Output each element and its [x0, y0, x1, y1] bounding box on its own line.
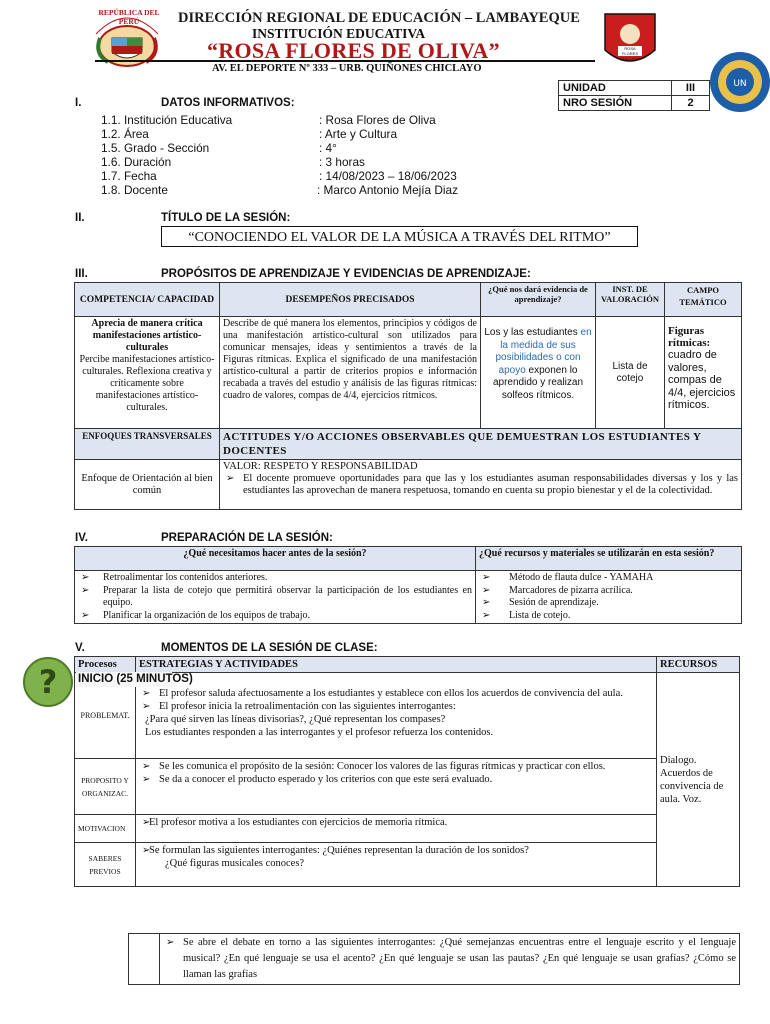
info-row [101, 155, 501, 169]
session-title-box: “CONOCIENDO EL VALOR DE LA MÚSICA A TRAVÉS DEL RITMO” [161, 226, 638, 247]
unidad-table [558, 80, 710, 111]
info-row [101, 183, 501, 197]
debate-item: ➢ Se abre el debate en torno a las siguientes interrogantes: ¿Qué semejanzas encuentras entre el lenguaje escrito y el lenguaje musical? ¿En qué lenguaje se usa el acento? ¿En qué lenguaje se usan las pautas? ¿En qué lenguaje se usan grafías? ¿Cómo se llaman las grafías [163, 935, 736, 983]
accion-list [223, 473, 738, 497]
col-estrategias: ESTRATEGIAS Y ACTIVIDADES [136, 657, 657, 673]
competencia-cell [75, 317, 220, 429]
debate-table [128, 933, 740, 985]
estrategia-cell [136, 673, 657, 759]
section3-num: III. [75, 268, 88, 280]
estrategia-extra: ¿Qué figuras musicales conoces? [165, 858, 305, 869]
col-instrumento: INST. DE VALORACIÓN [596, 283, 665, 317]
crest-caption: ROSA FLORES CHICLAYO [619, 46, 641, 61]
section1-num: I. [75, 97, 82, 109]
inicio-banner: INICIO (25 MINUTOS) [78, 673, 193, 685]
col-procesos: Procesos [75, 657, 136, 673]
unidad-label: UNIDAD [559, 81, 672, 96]
info-value: : Marco Antonio Mejía Diaz [317, 183, 458, 197]
recursos-cell: Dialogo. Acuerdos de convivencia de aula. Voz. [657, 673, 740, 887]
competencia-name: Aprecia de manera crítica manifestaciones artístico-culturales [91, 318, 203, 353]
campo-cell [665, 317, 742, 429]
estrategia-item: ➢ El profesor inicia la retroalimentación con las siguientes interrogantes: [139, 700, 653, 713]
section2-num: II. [75, 212, 85, 224]
col-evidencia: ¿Qué nos dará evidencia de aprendizaje? [481, 283, 596, 317]
evidencia-cell [481, 317, 596, 429]
before-cell [75, 571, 476, 624]
estrategia-list [139, 844, 653, 857]
valor-label: VALOR: RESPETO Y RESPONSABILIDAD [223, 461, 418, 472]
info-value: : 3 horas [319, 155, 365, 169]
estrategia-list [139, 816, 653, 829]
school-crest [601, 10, 659, 70]
campo-title: Figuras rítmicas: [668, 325, 711, 349]
enfoques-header: ENFOQUES TRANSVERSALES [75, 429, 220, 460]
proceso-label: SABERES PREVIOS [75, 843, 136, 887]
header-rule [95, 60, 595, 62]
question-icon [22, 656, 74, 708]
estrategia-item: ➢ El profesor saluda afectuosamente a los estudiantes y establece con ellos los acuerdos de convivencia del aula. [139, 687, 653, 700]
seal-caption: REPÚBLICA DEL PERÚ [98, 8, 160, 26]
col-desempenos: DESEMPEÑOS PRECISADOS [220, 283, 481, 317]
material-item: ➢ Lista de cotejo. [479, 610, 738, 623]
before-item: ➢ Planificar la organización de los equipos de trabajo. [78, 610, 472, 623]
info-row [101, 113, 501, 127]
section5-title: MOMENTOS DE LA SESIÓN DE CLASE: [161, 642, 378, 654]
sesion-value: 2 [672, 96, 710, 111]
evidencia-text-b: en la medida de sus posibilidades o con apoyo [495, 327, 592, 376]
estrategia-item: ➢ Se formulan las siguientes interrogantes: ¿Quiénes representan la duración de los sonidos? [139, 844, 653, 857]
info-value: : 4° [319, 141, 337, 155]
section2-title: TÍTULO DE LA SESIÓN: [161, 212, 291, 224]
sesion-label: NRO SESIÓN [559, 96, 672, 111]
section4-title: PREPARACIÓN DE LA SESIÓN: [161, 532, 333, 544]
campo-detail: cuadro de valores, compas de 4/4, ejercicios rítmicos. [668, 349, 736, 411]
valor-cell [220, 460, 742, 510]
material-item: ➢ Sesión de aprendizaje. [479, 597, 738, 610]
info-label: 1.5. Grado - Sección [101, 141, 210, 155]
debate-spacer [129, 934, 160, 985]
estrategia-item: ➢ El profesor motiva a los estudiantes con ejercicios de memoria rítmica. [139, 816, 653, 829]
momentos-table [74, 656, 740, 887]
col-recursos: RECURSOS [657, 657, 740, 673]
info-row [101, 127, 501, 141]
materials-list [479, 572, 738, 622]
info-label: 1.8. Docente [101, 183, 168, 197]
preparacion-table [74, 546, 742, 624]
info-value: : Arte y Cultura [319, 127, 398, 141]
unidad-value: III [672, 81, 710, 96]
header-line1: DIRECCIÓN REGIONAL DE EDUCACIÓN – LAMBAYEQUE [178, 10, 580, 26]
proceso-label: MOTIVACION [75, 815, 136, 843]
prep-q2: ¿Qué recursos y materiales se utilizarán en esta sesión? [476, 547, 742, 571]
enfoque-cell: Enfoque de Orientación al bien común [75, 460, 220, 510]
estrategia-cell [136, 759, 657, 815]
info-label: 1.1. Institución Educativa [101, 113, 233, 127]
estrategia-cell [136, 843, 657, 887]
proceso-label: PROPOSITO Y ORGANIZAC. [75, 759, 136, 815]
before-list [78, 572, 472, 622]
col-competencia: COMPETENCIA/ CAPACIDAD [75, 283, 220, 317]
info-label: 1.6. Duración [101, 155, 172, 169]
estrategia-item: ➢ Se les comunica el propósito de la sesión: Conocer los valores de las figuras rítmicas y practicar con ellos. [139, 760, 653, 773]
accion-item: ➢ El docente promueve oportunidades para que las y los estudiantes asuman responsabilidades diversas y los y las estudiantes las aprovechan de manera respetuosa, tomando en cuenta su propio bienestar y el de la colectividad. [223, 473, 738, 497]
estrategia-cell [136, 815, 657, 843]
instrumento-cell: Lista de cotejo [596, 317, 665, 429]
svg-text:UN: UN [733, 79, 747, 89]
materials-cell [476, 571, 742, 624]
header-line2: INSTITUCIÓN EDUCATIVA [252, 26, 426, 41]
svg-text:?: ? [38, 663, 58, 701]
actitudes-header: ACTITUDES Y/O ACCIONES OBSERVABLES QUE DEMUESTRAN LOS ESTUDIANTES Y DOCENTES [220, 429, 742, 460]
col-campo: CAMPO TEMÁTICO [665, 283, 742, 317]
desempenos-cell: Describe de qué manera los elementos, principios y códigos de una manifestación artístico-cultural son utilizados para comunicar mensajes, ideas y sentimientos a través de la Figuras rítmicas. Explica el significado de una manifestación artístico-cultural a partir de criterios propios e información recabada a través del estudio y análisis de las figuras rítmicas: cuadro de valores, compas de 4/4, ejercicios rítmicos. [220, 317, 481, 429]
estrategia-extra: Los estudiantes responden a las interrogantes y el profesor refuerza los contenidos. [145, 727, 494, 738]
info-label: 1.7. Fecha [101, 169, 157, 183]
material-item: ➢ Método de flauta dulce - YAMAHA [479, 572, 738, 585]
prep-q1: ¿Qué necesitamos hacer antes de la sesión? [75, 547, 476, 571]
university-logo [708, 44, 770, 120]
before-item: ➢ Preparar la lista de cotejo que permitirá observar la participación de los estudiantes en equipo. [78, 585, 472, 610]
school-name: “ROSA FLORES DE OLIVA” [207, 38, 500, 63]
estrategia-list [139, 687, 653, 713]
header-address: AV. EL DEPORTE Nº 333 – URB. QUIÑONES CHICLAYO [212, 63, 482, 74]
proposito-table [74, 282, 742, 510]
section1-title: DATOS INFORMATIVOS: [161, 97, 295, 109]
debate-cell [160, 934, 740, 985]
evidencia-text-c: exponen lo aprendido y realizan solfeos rítmicos. [492, 364, 584, 401]
capacidades: Percibe manifestaciones artístico-culturales. Reflexiona creativa y críticamente sobre manifestaciones artístico-culturales. [79, 354, 215, 413]
info-value: : 14/08/2023 – 18/06/2023 [319, 169, 457, 183]
debate-list [163, 935, 736, 983]
section5-num: V. [75, 642, 85, 654]
material-item: ➢ Marcadores de pizarra acrílica. [479, 585, 738, 598]
info-value: : Rosa Flores de Oliva [319, 113, 436, 127]
section4-num: IV. [75, 532, 89, 544]
evidencia-text-a: Los y las estudiantes [484, 327, 578, 338]
proceso-label: PROBLEMAT. [75, 673, 136, 759]
info-row [101, 141, 501, 155]
info-row [101, 169, 501, 183]
info-list [101, 113, 501, 197]
estrategia-item: ➢ Se da a conocer el producto esperado y los criterios con que este será evaluado. [139, 773, 653, 786]
estrategia-extra: ¿Para qué sirven las líneas divisorias?, ¿Qué representan los compases? [145, 714, 446, 725]
info-label: 1.2. Área [101, 127, 149, 141]
section3-title: PROPÓSITOS DE APRENDIZAJE Y EVIDENCIAS DE APRENDIZAJE: [161, 268, 531, 280]
estrategia-list [139, 760, 653, 786]
before-item: ➢ Retroalimentar los contenidos anteriores. [78, 572, 472, 585]
